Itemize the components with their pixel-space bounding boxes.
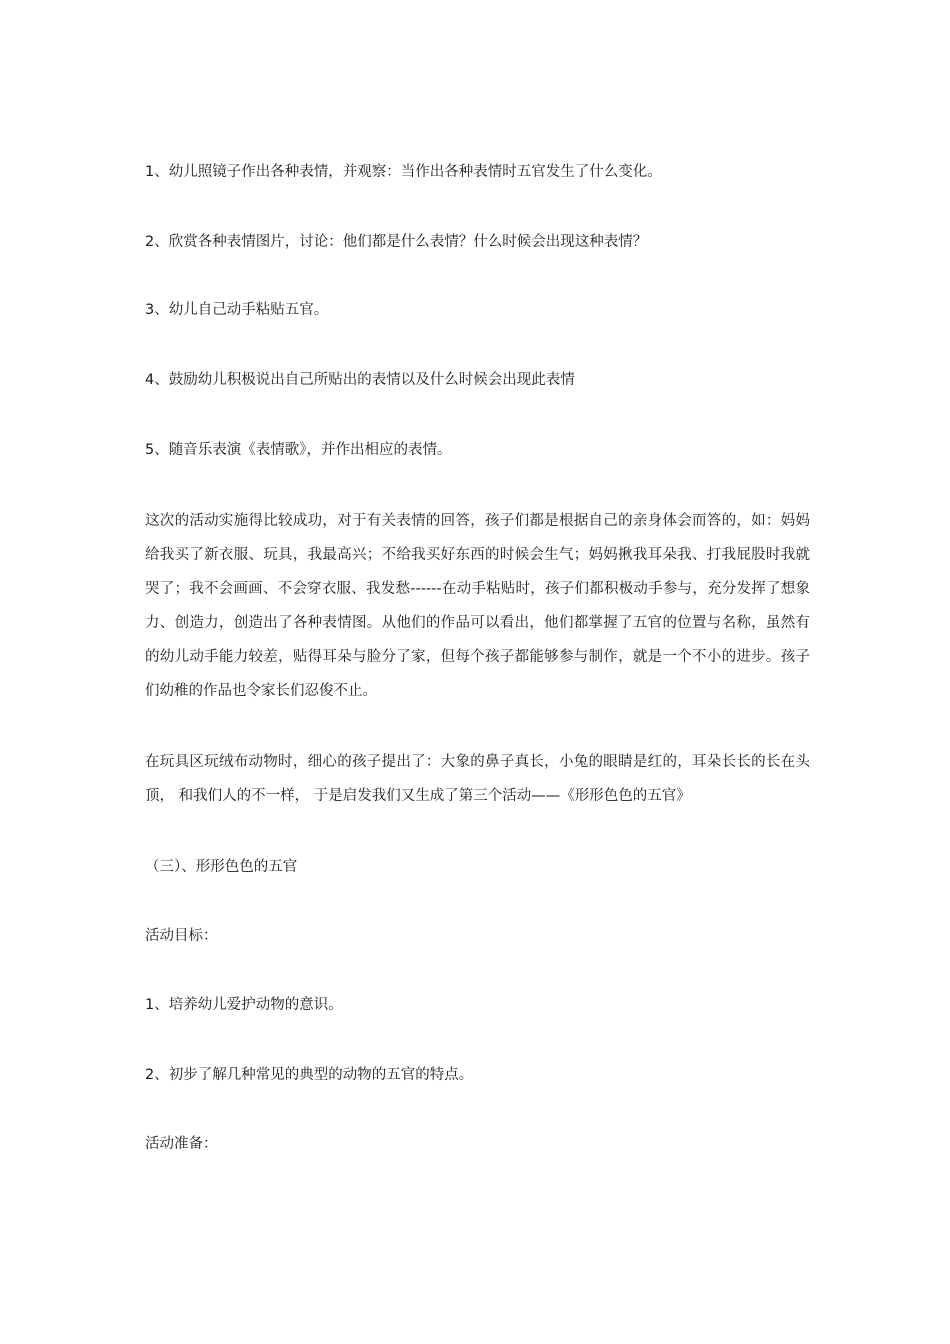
goal-1: 1、培养幼儿爱护动物的意识。 — [145, 997, 343, 1013]
goals-label: 活动目标： — [145, 928, 218, 944]
step-1: 1、幼儿照镜子作出各种表情，并观察：当作出各种表情时五官发生了什么变化。 — [145, 164, 662, 180]
section-heading: （三）、形形色色的五官 — [145, 859, 298, 875]
step-2: 2、欣赏各种表情图片，讨论：他们都是什么表情？什么时候会出现这种表情？ — [145, 234, 648, 250]
goal-2: 2、初步了解几种常见的典型的动物的五官的特点。 — [145, 1067, 474, 1083]
step-5: 5、随音乐表演《表情歌》，并作出相应的表情。 — [145, 442, 452, 458]
transition-paragraph: 在玩具区玩绒布动物时，细心的孩子提出了：大象的鼻子真长，小兔的眼睛是红的，耳朵长长的长在头顶， 和我们人的不一样， 于是启发我们又生成了第三个活动——《形形色色的五官》 — [145, 754, 810, 804]
reflection-paragraph: 这次的活动实施得比较成功，对于有关表情的回答，孩子们都是根据自己的亲身体会而答的，如：妈妈给我买了新衣服、玩具，我最高兴；不给我买好东西的时候会生气；妈妈揪我耳朵我、打我屁股时我就哭了；我不会画画、不会穿衣服、我发愁------在动手粘贴时，孩子们都积极动手参与，充分发挥了想象力、创造力，创造出了各种表情图。从他们的作品可以看出，他们都掌握了五官的位置与名称，虽然有的幼儿动手能力较差，贴得耳朵与脸分了家，但每个孩子都能够参与制作，就是一个不小的进步。孩子们幼稚的作品也令家长们忍俊不止。 — [145, 513, 810, 699]
prep-label: 活动准备： — [145, 1136, 218, 1152]
step-4: 4、鼓励幼儿积极说出自己所贴出的表情以及什么时候会出现此表情 — [145, 372, 575, 388]
step-3: 3、幼儿自己动手粘贴五官。 — [145, 302, 329, 318]
